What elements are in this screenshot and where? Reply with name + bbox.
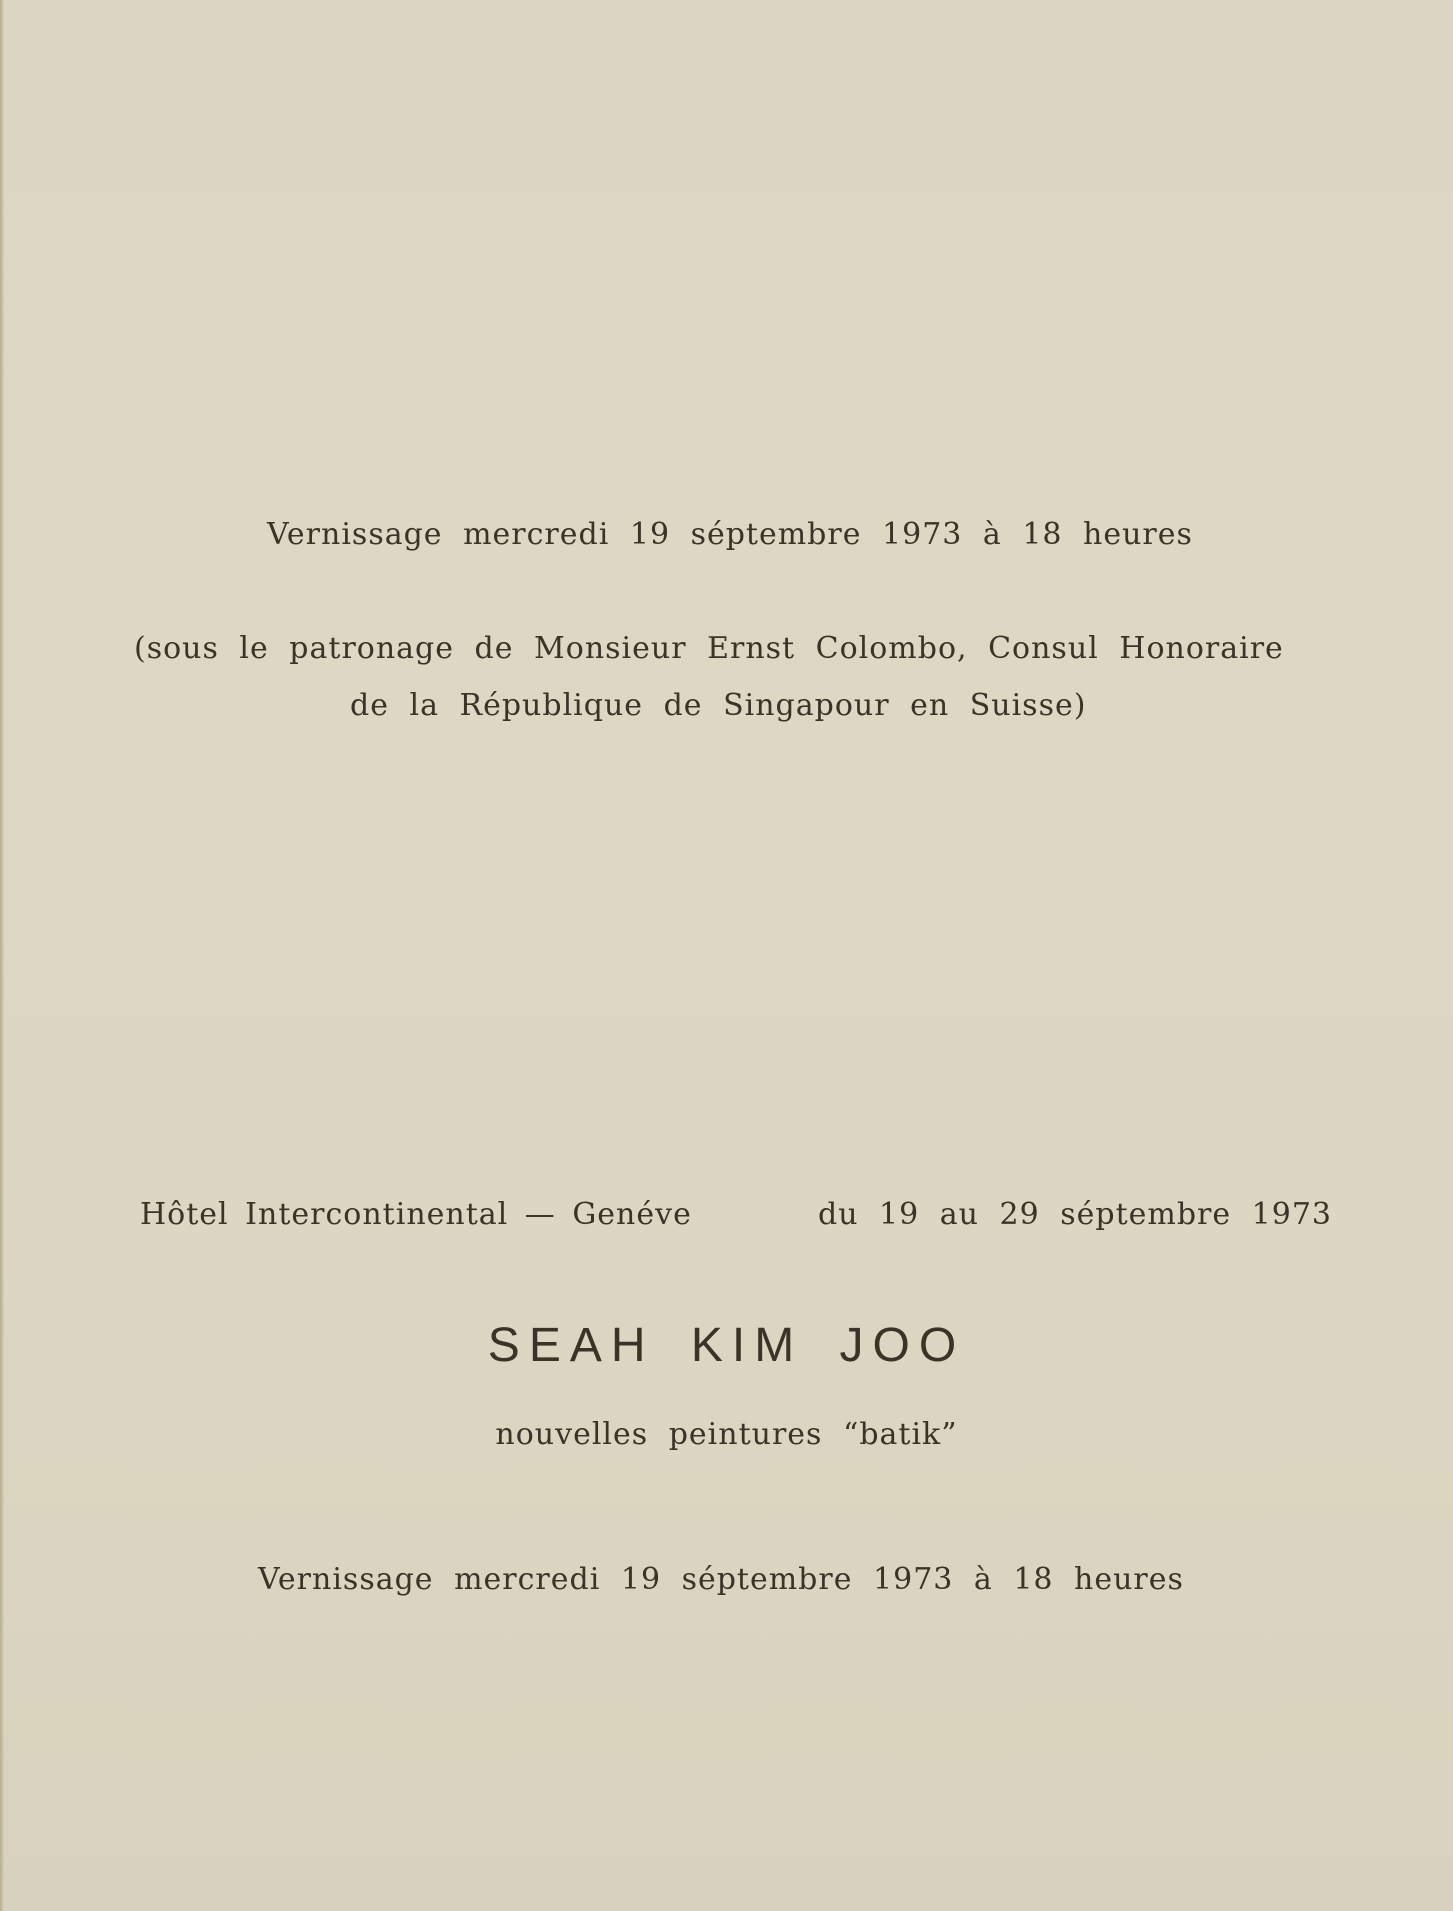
artist-name: SEAH KIM JOO <box>487 1319 966 1372</box>
exhibition-subtitle: nouvelles peintures “batik” <box>495 1417 958 1452</box>
card-edge <box>0 0 4 1911</box>
patronage-line-1: (sous le patronage de Monsieur Ernst Colombo, Consul Honoraire <box>134 631 1284 666</box>
exhibition-dates: du 19 au 29 séptembre 1973 <box>818 1197 1333 1232</box>
vernissage-line-top: Vernissage mercredi 19 séptembre 1973 à 18 heures <box>267 517 1193 552</box>
vernissage-line-bottom: Vernissage mercredi 19 séptembre 1973 à 18 heures <box>258 1562 1184 1597</box>
patronage-line-2: de la République de Singapour en Suisse) <box>350 688 1087 723</box>
venue-text: Hôtel Intercontinental — Genéve <box>140 1197 692 1232</box>
